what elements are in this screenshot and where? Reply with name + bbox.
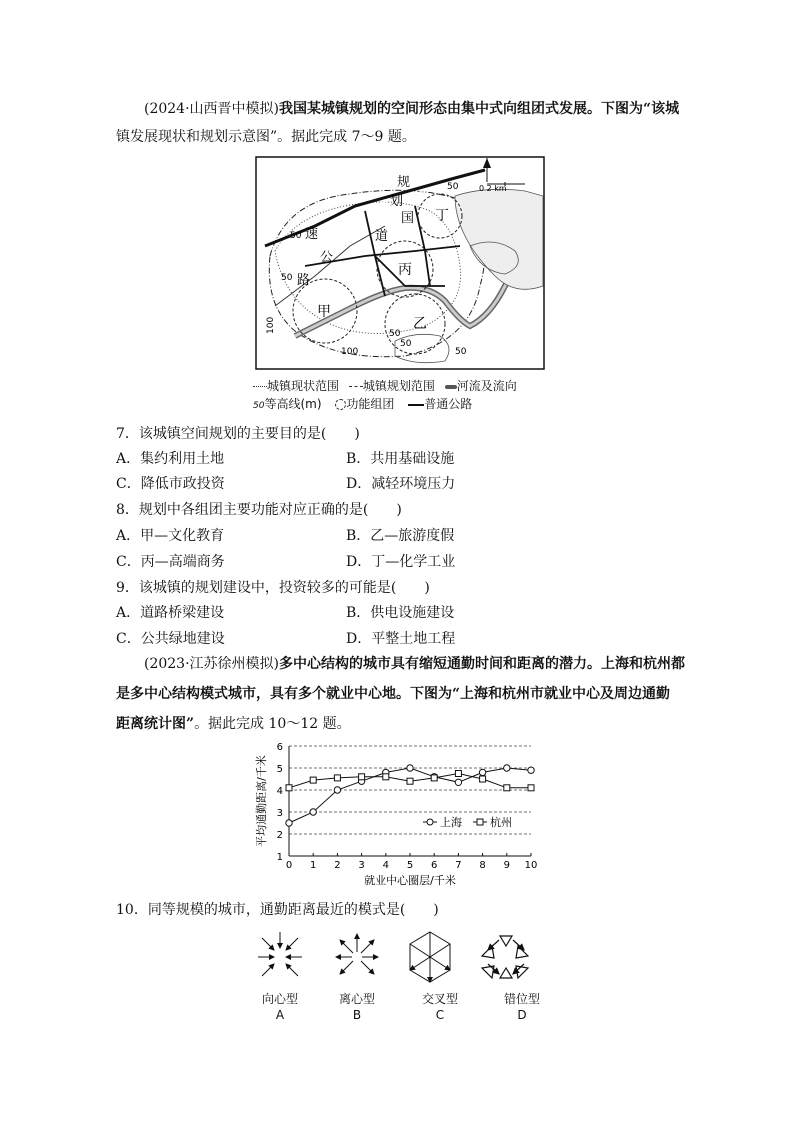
data-point-hangzhou (334, 775, 340, 781)
intro-2-source: (2023·江苏徐州模拟) (144, 656, 280, 672)
legend-item-contour: 等高线(m) (264, 397, 322, 411)
data-point-hangzhou (286, 785, 292, 791)
legend-item-river: 河流及流向 (456, 379, 517, 393)
q9-option-c[interactable]: C．公共绿地建设 (116, 631, 225, 647)
pattern-centripetal-icon (258, 932, 302, 976)
data-point-hangzhou (455, 771, 461, 777)
data-point-shanghai (310, 809, 316, 815)
legend-item-planned-range: 城镇规划范围 (362, 379, 435, 393)
y-tick-label: 3 (276, 808, 283, 819)
pattern-a-name: 向心型 (261, 992, 298, 1006)
legend-label-hangzhou: 杭州 (490, 816, 512, 829)
y-tick-label: 1 (276, 852, 283, 863)
map-contour-5: 50 (400, 339, 412, 349)
pattern-staggered-icon (482, 936, 528, 978)
legend-background (419, 815, 531, 831)
intro-1-source: (2024·山西晋中模拟) (144, 101, 280, 117)
x-tick-label: 3 (358, 860, 365, 871)
intro-paragraph-1-line2 (116, 126, 416, 146)
q7-option-b[interactable]: B．共用基础设施 (346, 451, 455, 467)
map-scale: 0 2 km (479, 184, 507, 193)
map-road-char-7: 路 (297, 273, 311, 288)
data-point-hangzhou (359, 774, 365, 780)
data-point-hangzhou (480, 776, 486, 782)
data-point-shanghai (286, 820, 292, 826)
y-tick-label: 4 (276, 786, 283, 797)
map-road-char-6: 公 (320, 250, 334, 265)
map-group-jia: 甲 (317, 304, 331, 320)
q8-option-b[interactable]: B．乙—旅游度假 (346, 528, 455, 544)
pattern-b-name: 离心型 (338, 992, 375, 1006)
y-axis-title: 平均通勤距离/千米 (255, 755, 268, 847)
data-point-shanghai (455, 779, 461, 785)
map-road-char-4: 道 (375, 229, 389, 244)
data-point-shanghai (334, 787, 340, 793)
x-tick-label: 10 (524, 860, 538, 871)
map-contour-1: 50 (447, 182, 459, 192)
q9-option-a[interactable]: A．道路桥梁建设 (116, 605, 225, 621)
map-contour-6: 100 (341, 347, 359, 357)
legend-dotted-line-icon (253, 386, 267, 387)
x-tick-label: 7 (455, 860, 462, 871)
legend-item-group: 功能组团 (346, 397, 395, 411)
x-tick-label: 2 (334, 860, 341, 871)
intro-1-tail: 。据此完成 7～9 题。 (277, 129, 416, 145)
x-tick-label: 0 (285, 860, 293, 871)
pattern-cross-icon (410, 932, 450, 982)
intro-paragraph-2-line3 (116, 713, 351, 733)
pattern-b-letter[interactable]: B (352, 1008, 362, 1022)
q9-stem: 9．该城镇的规划建设中，投资较多的可能是( ) (116, 580, 430, 596)
q9-option-d[interactable]: D．平整土地工程 (346, 631, 456, 647)
q7-option-d[interactable]: D．减轻环境压力 (346, 476, 456, 492)
intro-paragraph-2-line2 (116, 683, 670, 703)
legend-road-icon (408, 404, 424, 406)
y-tick-label: 5 (276, 764, 283, 775)
map-group-yi: 乙 (413, 316, 427, 332)
q8-option-c[interactable]: C．丙—高端商务 (116, 554, 225, 570)
data-point-hangzhou (310, 777, 316, 783)
map-road-char-5: 速 (305, 227, 319, 242)
q7-option-c[interactable]: C．降低市政投资 (116, 476, 225, 492)
legend-marker-shanghai (427, 819, 433, 825)
pattern-c-name: 交叉型 (421, 992, 458, 1006)
x-tick-label: 6 (431, 860, 438, 871)
map-road-char-1: 规 (397, 175, 411, 190)
data-point-shanghai (528, 767, 534, 773)
intro-2-tail: 。据此完成 10～12 题。 (194, 716, 351, 732)
commute-patterns-diagram (250, 928, 560, 986)
q10-stem: 10．同等规模的城市，通勤距离最近的模式是( ) (116, 902, 439, 918)
legend-item-current-range: 城镇现状范围 (267, 379, 340, 393)
pattern-c-letter[interactable]: C (435, 1008, 445, 1022)
map-legend-row-2 (253, 395, 472, 412)
map-contour-4: 50 (389, 329, 401, 339)
data-point-hangzhou (528, 785, 534, 791)
y-tick-label: 2 (276, 830, 283, 841)
legend-river-icon (445, 385, 457, 389)
data-point-shanghai (479, 769, 485, 775)
intro-2-text-b: 是多中心结构模式城市，具有多个就业中心地。下图为“上海和杭州市就业中心及周边通勤 (116, 686, 671, 702)
legend-item-road: 普通公路 (424, 397, 473, 411)
intro-paragraph-1 (116, 94, 706, 124)
q9-option-b[interactable]: B．供电设施建设 (346, 605, 455, 621)
town-plan-map (255, 156, 545, 370)
legend-contour-value: 50 (253, 401, 265, 411)
x-tick-label: 4 (382, 860, 389, 871)
data-point-hangzhou (504, 785, 510, 791)
data-point-shanghai (407, 765, 413, 771)
map-contour-3: 50 (281, 273, 293, 283)
map-group-bing: 丙 (398, 262, 412, 278)
y-tick-label: 6 (276, 742, 283, 753)
q7-stem: 7．该城镇空间规划的主要目的是( ) (116, 426, 360, 442)
legend-marker-hangzhou (477, 819, 483, 825)
data-point-hangzhou (407, 778, 413, 784)
series-line-shanghai (289, 768, 531, 823)
data-point-shanghai (504, 765, 510, 771)
commute-chart (255, 738, 545, 890)
map-road-char-2: 划 (390, 194, 404, 209)
intro-2-text-a: 多中心结构的城市具有缩短通勤时间和距离的潜力。上海和杭州都 (279, 656, 686, 672)
q7-option-a[interactable]: A．集约利用土地 (116, 451, 225, 467)
map-group-ding: 丁 (435, 208, 449, 224)
x-tick-label: 5 (406, 860, 414, 871)
q8-stem: 8．规划中各组团主要功能对应正确的是( ) (116, 502, 402, 518)
x-tick-label: 9 (503, 860, 510, 871)
intro-1-text-a: 我国某城镇规划的空间形态由集中式向组团式发展。下图为“该城 (279, 101, 680, 117)
map-contour-8: 50 (455, 347, 467, 357)
pattern-d-letter[interactable]: D (517, 1008, 527, 1022)
legend-group-circle-icon (335, 399, 346, 410)
legend-dashdot-line-icon (349, 386, 363, 387)
x-tick-label: 1 (310, 860, 317, 871)
data-point-hangzhou (431, 775, 437, 781)
intro-1-text-b: 镇发展现状和规划示意图” (116, 129, 278, 145)
map-contour-7: 100 (266, 316, 276, 334)
map-road-char-3: 国 (401, 211, 415, 226)
pattern-centrifugal-icon (336, 934, 378, 974)
map-contour-2: 50 (290, 231, 302, 241)
pattern-d-name: 错位型 (503, 992, 540, 1006)
data-point-hangzhou (383, 774, 389, 780)
legend-label-shanghai: 上海 (440, 816, 462, 829)
x-axis-title: 就业中心圈层/千米 (364, 874, 456, 887)
q8-option-a[interactable]: A．甲—文化教育 (116, 528, 225, 544)
pattern-a-letter[interactable]: A (275, 1008, 285, 1022)
intro-2-text-c: 距离统计图” (116, 716, 195, 732)
x-tick-label: 8 (479, 860, 486, 871)
q8-option-d[interactable]: D．丁—化学工业 (346, 554, 456, 570)
map-legend-row-1 (253, 377, 517, 394)
intro-paragraph-2-line1 (144, 653, 685, 673)
